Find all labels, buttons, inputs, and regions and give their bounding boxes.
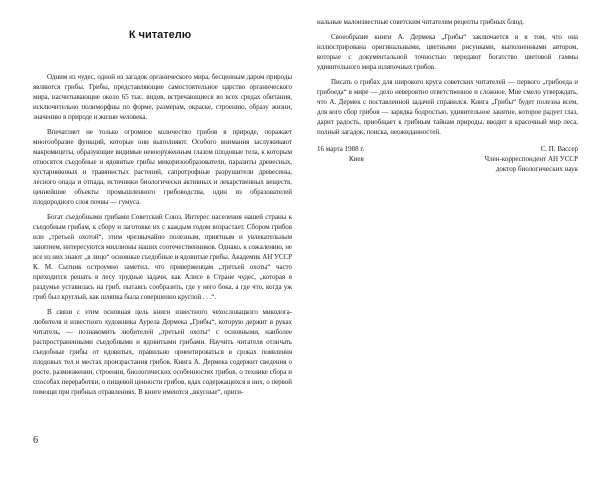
left-text-column <box>33 72 292 402</box>
signature-degree: доктор биологических наук <box>495 165 578 173</box>
paragraph: нальные малоизвестные советским читателям рецепты грибных блюд. <box>317 18 524 26</box>
signature-name: С. П. Вассер <box>540 145 578 153</box>
paragraph: Своеобразие книги А. Дермека „Грибы“ заключается и в том, что она иллюстрирована оригинальными, цветными рисунками, выполненными автором, которые с документальной точностью передают богатство цветовой гаммы удивительного мира шляпочных грибов. <box>317 33 578 71</box>
paragraph: Впечатляет не только огромное количество грибов в природе, поражает многообразие функций, которые они выполняют. Особого внимания заслуживают макромицеты, образующие видимые невооруженным глазом плодовые тела, к которым относятся съедобные и ядовитые грибы микоризообразователи, паразиты древесных, кустарниковых и травянистых растений, сапротрофные разрушители древесины, лесного опада и отпада, источники биологически активных и лекарственных веществ, ценнейшие объекты промышленного грибоводства, один из образователей плодородного слоя почвы — гумуса. <box>33 128 292 206</box>
page-title: К читателю <box>128 29 192 41</box>
right-text-column <box>317 17 578 142</box>
paragraph: Богат съедобными грибами Советский Союз. Интерес населения нашей страны к съедобным грибам, к сбору и заготовке их с каждым годом возрастает. Сбором грибов или „третьей охотой“, этим чрезвычайно полезным, приятным и увлекательным занятием, интересуются миллионы наших соотечественников. Однако, к сожалению, не все из них знают „в лицо“ основные съедобные и ядовитые грибы. Академик АН УССР К. М. Сытник остроумно заметил, что приверженцам „третьей охоты“ часто приходится решать в лесу трудные задачи, как Алисе в Стране чудес, „которая в раздумье уставилась на гриб, пытаясь сообразить, где у него бока, а где что, когда уж гриб был круглый, как шляпка была совершенно круглой . . .“. <box>33 213 292 301</box>
paragraph: Одним из чудес, одной из загадок органического мира, бесценным даром природы являются грибы. Грибы, представляющие самостоятельное царство органического мира, насчитывающие около 65 тыс. видов, встречающиеся во всех средах обитания, исключительно полиморфны по форме, размерам, окраске, строению, образу жизни, значению в природе и жизни человека. <box>33 73 292 121</box>
right-page <box>300 0 600 477</box>
page-number: 6 <box>33 435 38 446</box>
paragraph: В связи с этим основная цель книги известного чехословацкого миколога-любителя и известного художника Аурела Дермека „Грибы“, которую держит в руках читатель, — познакомить любителей „третьей охоты“ с основными, наиболее распространенными съедобными и ядовитыми грибами. Научить читателя отличать съедобные грибы от ядовитых, правильно ориентироваться в сроках появления плодовых тел и местах произрастания грибов. Книга А. Дермека содержит сведения о росте, размножении, строении, биологических особенностях грибов, о технике сбора и способах переработки, о пищевой ценности грибов, ядах содержащихся в них, о первой помощи при грибных отравлениях. В книге имеются „вкусные“, ориги- <box>33 308 292 396</box>
signature-title: Член-корреспондент АН УССР <box>484 155 578 163</box>
signature-city: Киев <box>349 155 364 163</box>
paragraph: Писать о грибах для широкого круга советских читателей — первого „грибоеда и грибоеда“ в мире — дело невероятно ответственное и сложное. Мне смело утверждать, что А. Дермек с поставленной задачей справился. Книга „Грибы“ будет полезна всем, для кого сбор грибов — зарядка бодростью, удивительное занятие, которое радует глаз, дарит радость, приобщает к грибным тайнам природы, вводит в красочный мир леса, полный загадок, поиска, неожиданностей. <box>317 78 578 136</box>
signature-date: 16 марта 1988 г. <box>317 145 365 153</box>
